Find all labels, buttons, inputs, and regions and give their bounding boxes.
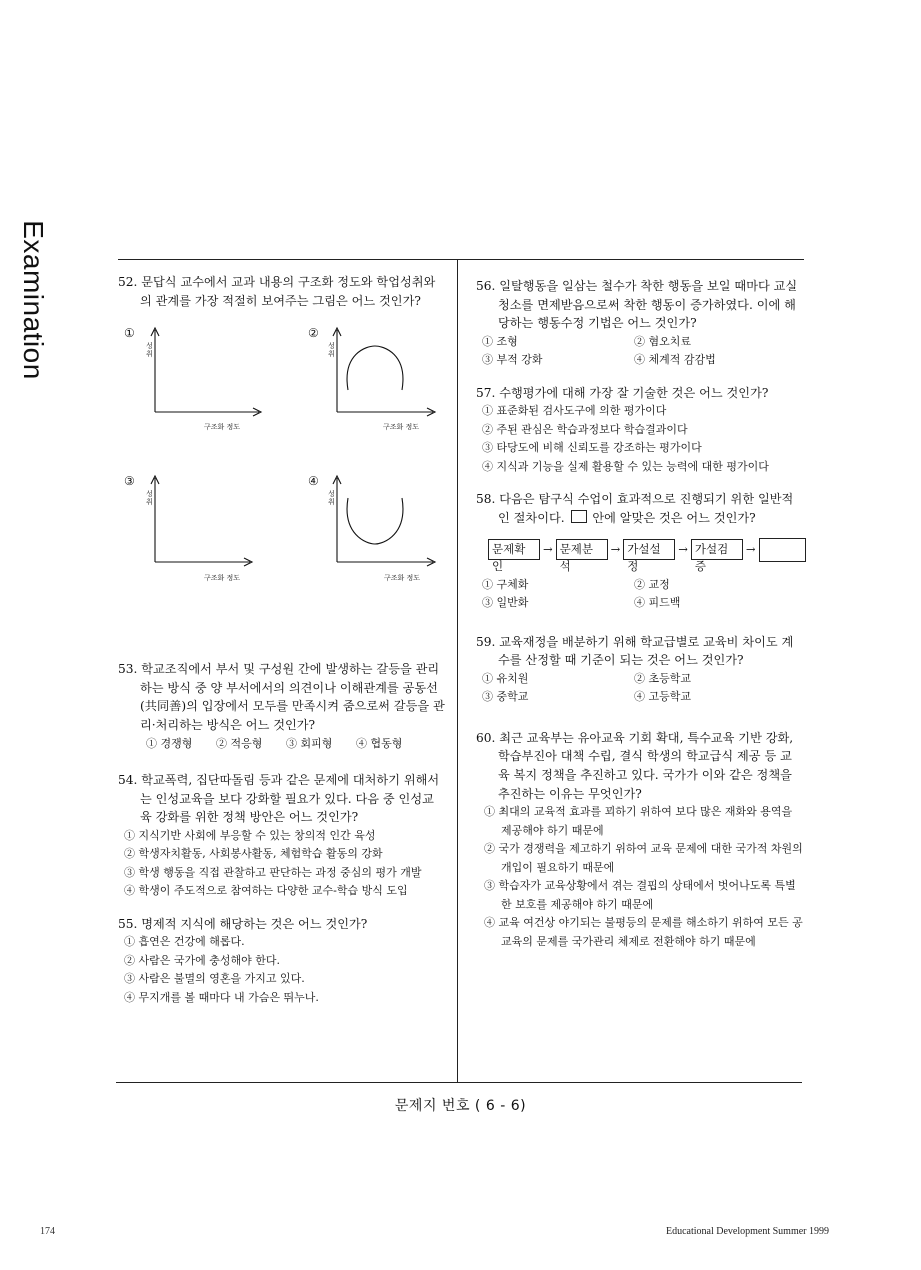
graph-plot bbox=[308, 324, 448, 419]
option-1[interactable]: ① 유치원 bbox=[482, 671, 529, 685]
option-1[interactable]: ① 지식기반 사회에 부응할 수 있는 창의적 인간 육성 bbox=[124, 828, 376, 842]
question-59 bbox=[476, 633, 806, 707]
graph-option-2 bbox=[308, 324, 448, 454]
option-2[interactable]: ② 혐오치료 bbox=[634, 334, 692, 348]
page-number: 174 bbox=[40, 1226, 55, 1237]
question-stem: 60. 최근 교육부는 유아교육 기회 확대, 특수교육 기반 강화, 학습부진아 대책 수립, 결식 학생의 학교급식 제공 등 교 육 복지 정책을 추진하고 있다. 국가가 이와 같은 정책을 추진하는 이유는 무엇인가? bbox=[476, 730, 794, 801]
option-1[interactable]: ① 경쟁형 bbox=[146, 736, 193, 750]
question-57 bbox=[476, 384, 806, 477]
top-rule bbox=[118, 259, 804, 260]
option-4[interactable]: ④ 고등학교 bbox=[634, 690, 692, 704]
option-1[interactable]: ① 최대의 교육적 효과를 꾀하기 위하여 보다 많은 재화와 용역을 제공해야 하기 때문에 bbox=[484, 805, 793, 837]
answer-graphs bbox=[118, 324, 448, 634]
graph-option-label: ① bbox=[124, 326, 135, 341]
option-2[interactable]: ② 국가 경쟁력을 제고하기 위하여 교육 문제에 대한 국가적 차원의 개입이 필요하기 때문에 bbox=[484, 842, 803, 874]
arrow-right-icon: → bbox=[678, 542, 688, 557]
answer-options bbox=[476, 670, 806, 707]
answer-options bbox=[118, 735, 448, 754]
question-stem: 56. 일탈행동을 일삼는 철수가 착한 행동을 보일 때마다 교실 청소를 면제받음으로써 착한 행동이 증가하였다. 이에 해 당하는 행동수정 기법은 어느 것인가? bbox=[476, 279, 798, 331]
flow-step-4: 가설검증 bbox=[691, 539, 743, 560]
question-stem: 55. 명제적 지식에 해당하는 것은 어느 것인가? bbox=[118, 916, 368, 931]
question-stem: 57. 수행평가에 대해 가장 잘 기술한 것은 어느 것인가? bbox=[476, 385, 769, 400]
option-1[interactable]: ① 구체화 bbox=[482, 577, 529, 591]
option-2[interactable]: ② 교정 bbox=[634, 577, 670, 591]
option-2[interactable]: ② 학생자치활동, 사회봉사활동, 체험학습 활동의 강화 bbox=[124, 847, 383, 861]
x-axis-label: 구조화 정도 bbox=[383, 423, 420, 432]
option-3[interactable]: ③ 부적 강화 bbox=[482, 353, 543, 367]
graph-option-4 bbox=[308, 472, 448, 602]
option-2[interactable]: ② 주된 관심은 학습과정보다 학습결과이다 bbox=[482, 422, 688, 436]
option-1[interactable]: ① 조형 bbox=[482, 334, 518, 348]
question-58 bbox=[476, 490, 806, 612]
option-4[interactable]: ④ 체계적 감감법 bbox=[634, 353, 716, 367]
graph-option-label: ③ bbox=[124, 474, 135, 489]
option-3[interactable]: ③ 학습자가 교육상황에서 겪는 결핍의 상태에서 벗어나도록 특별한 보호를 제공해야 하기 때문에 bbox=[484, 879, 796, 911]
graph-plot bbox=[124, 472, 264, 568]
question-stem: 53. 학교조직에서 부서 및 구성원 간에 발생하는 갈등을 관리 하는 방식 중 양 부서에서의 의견이나 이해관계를 공동선 (共同善)의 입장에서 모두를 만족시켜 줌으로써 갈등을 관리·처리하는 방식은 어느 것인가? bbox=[118, 662, 445, 732]
option-2[interactable]: ② 적응형 bbox=[216, 736, 263, 750]
question-stem bbox=[476, 490, 806, 527]
option-3[interactable]: ③ 중학교 bbox=[482, 690, 529, 704]
question-54 bbox=[118, 771, 448, 901]
bottom-rule bbox=[116, 1082, 802, 1083]
option-1[interactable]: ① 표준화된 검사도구에 의한 평가이다 bbox=[482, 404, 667, 418]
flow-step-1: 문제확인 bbox=[488, 539, 540, 560]
section-side-title-text: Examination bbox=[18, 220, 49, 380]
option-3[interactable]: ③ 일반화 bbox=[482, 596, 529, 610]
x-axis-label: 구조화 정도 bbox=[204, 574, 241, 583]
question-stem: 52. 문답식 교수에서 교과 내용의 구조화 정도와 학업성취와 의 관계를 가장 적절히 보여주는 그림은 어느 것인가? bbox=[118, 275, 436, 308]
graph-plot bbox=[124, 324, 264, 419]
y-axis-label: 성취 bbox=[146, 490, 153, 507]
answer-options bbox=[476, 333, 806, 370]
arrow-right-icon: → bbox=[610, 542, 621, 557]
question-52 bbox=[118, 273, 448, 634]
arrow-right-icon: → bbox=[542, 542, 553, 557]
x-axis-label: 구조화 정도 bbox=[384, 574, 421, 583]
question-stem: 54. 학교폭력, 집단따돌림 등과 같은 문제에 대처하기 위해서 는 인성교육을 보다 강화할 필요가 있다. 다음 중 인성교 육 강화를 위한 정책 방안은 어느 것인가? bbox=[118, 773, 440, 825]
y-axis-label: 성취 bbox=[328, 490, 335, 507]
option-4[interactable]: ④ 학생이 주도적으로 참여하는 다양한 교수-학습 방식 도입 bbox=[124, 884, 408, 898]
question-stem-part-b: 안에 알맞은 것은 어느 것인가? bbox=[592, 510, 756, 525]
answer-options bbox=[476, 576, 806, 613]
graph-option-3 bbox=[124, 472, 264, 602]
option-2[interactable]: ② 사람은 국가에 충성해야 한다. bbox=[124, 953, 280, 967]
journal-footer: Educational Development Summer 1999 bbox=[665, 1226, 829, 1237]
option-4[interactable]: ④ 지식과 기능을 실제 활용할 수 있는 능력에 대한 평가이다 bbox=[482, 459, 769, 473]
flow-step-3: 가설설정 bbox=[623, 539, 675, 560]
arrow-right-icon: → bbox=[745, 542, 756, 557]
graph-option-label: ② bbox=[308, 326, 319, 341]
column-divider bbox=[457, 259, 458, 1083]
right-column bbox=[476, 277, 806, 951]
option-4[interactable]: ④ 협동형 bbox=[356, 736, 403, 750]
x-axis-label: 구조화 정도 bbox=[204, 423, 241, 432]
graph-plot bbox=[308, 472, 448, 568]
procedure-flow bbox=[488, 538, 806, 574]
option-3[interactable]: ③ 사람은 불멸의 영혼을 가지고 있다. bbox=[124, 972, 305, 986]
option-4[interactable]: ④ 무지개를 볼 때마다 내 가슴은 뛰누나. bbox=[124, 990, 319, 1004]
question-53 bbox=[118, 660, 448, 753]
flow-blank-box bbox=[759, 538, 807, 562]
graph-option-label: ④ bbox=[308, 474, 319, 489]
flow-step-2: 문제분석 bbox=[556, 539, 608, 560]
option-3[interactable]: ③ 회피형 bbox=[286, 736, 333, 750]
option-3[interactable]: ③ 타당도에 비해 신뢰도를 강조하는 평가이다 bbox=[482, 441, 702, 455]
section-side-title bbox=[8, 220, 58, 380]
option-3[interactable]: ③ 학생 행동을 직접 관찰하고 판단하는 과정 중심의 평가 개발 bbox=[124, 865, 422, 879]
question-stem-part-a: 58. 다음은 탐구식 수업이 효과적으로 진행되기 위한 일반적 인 절차이다. bbox=[476, 492, 794, 525]
graph-option-1 bbox=[124, 324, 264, 454]
left-column bbox=[118, 273, 448, 1007]
blank-box-icon bbox=[571, 510, 587, 523]
question-stem: 59. 교육재정을 배분하기 위해 학교급별로 교육비 차이도 계 수를 산정할 때 기준이 되는 것은 어느 것인가? bbox=[476, 634, 794, 668]
option-2[interactable]: ② 초등학교 bbox=[634, 671, 692, 685]
question-56 bbox=[476, 277, 806, 370]
y-axis-label: 성취 bbox=[328, 342, 335, 359]
option-4[interactable]: ④ 피드백 bbox=[634, 596, 681, 610]
y-axis-label: 성취 bbox=[146, 342, 153, 359]
sheet-number: 문제지 번호 ( 6 - 6) bbox=[394, 1098, 527, 1114]
question-60 bbox=[476, 729, 806, 951]
question-55 bbox=[118, 915, 448, 1008]
option-4[interactable]: ④ 교육 여건상 야기되는 불평등의 문제를 해소하기 위하여 모든 공교육의 문제를 국가관리 체제로 전환해야 하기 때문에 bbox=[484, 916, 803, 948]
option-1[interactable]: ① 흡연은 건강에 해롭다. bbox=[124, 935, 245, 949]
